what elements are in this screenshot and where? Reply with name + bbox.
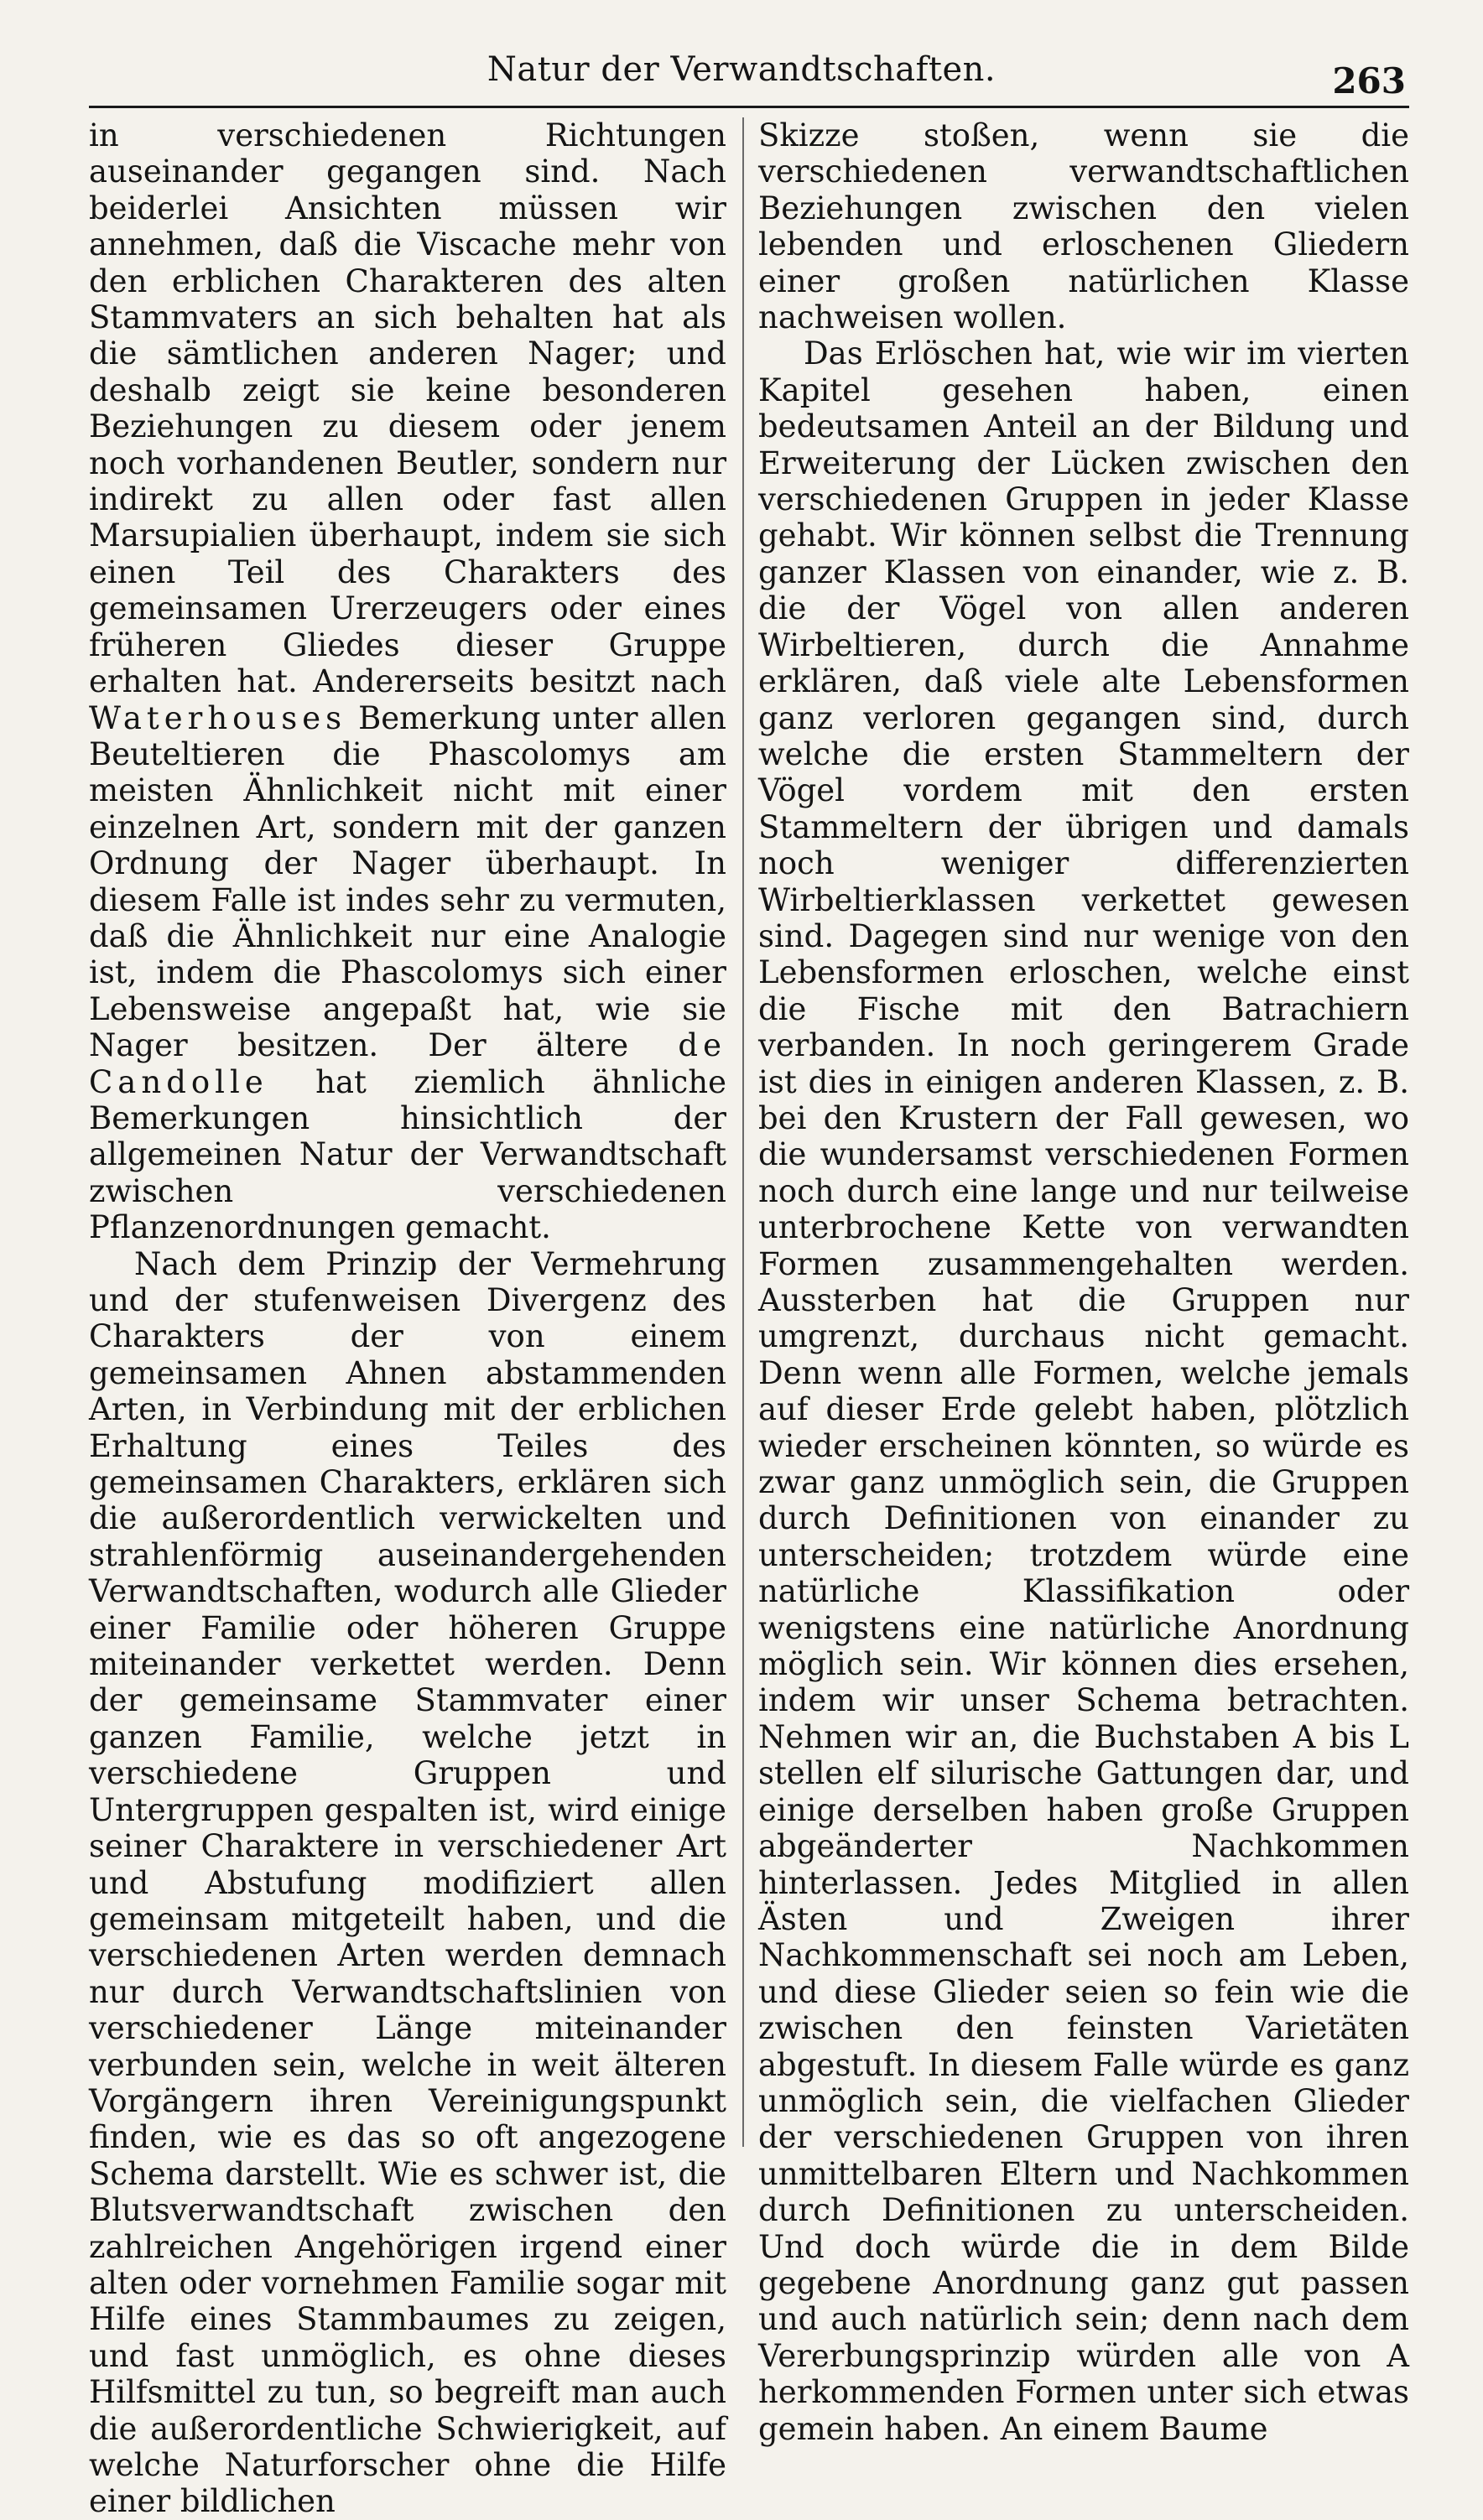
- text-segment: Bemerkung unter allen Beuteltieren die Phascolomys am meisten Ähnlichkeit nicht mit einer einzelnen Art, sondern mit der ganzen Ordnung der Nager überhaupt. In diesem Falle ist indes sehr zu vermuten, daß die Ähnlichkeit nur eine Analogie ist, indem die Phascolomys sich einer Lebensweise angepaßt hat, wie sie Nager besitzen. Der ältere: [89, 699, 726, 1064]
- text-segment: in verschiedenen Richtungen auseinander gegangen sind. Nach beiderlei Ansichten müssen wir annehmen, daß die Viscache mehr von den erblichen Charakteren des alten Stammvaters an sich behalten hat als die sämtlichen anderen Nager; und deshalb zeigt sie keine besonderen Beziehungen zu diesem oder jenem noch vorhandenen Beutler, sondern nur indirekt zu allen oder fast allen Marsupialien überhaupt, indem sie sich einen Teil des Charakters des gemeinsamen Urerzeugers oder eines früheren Gliedes dieser Gruppe erhalten hat. Andererseits besitzt nach: [89, 117, 726, 700]
- right-column: [758, 117, 1409, 2447]
- page-number: 263: [1332, 60, 1406, 101]
- paragraph-right-1: Skizze stoßen, wenn sie die verschiedenen verwandtschaftlichen Beziehungen zwischen den vielen lebenden und erloschenen Gliedern einer großen natürlichen Klasse nachweisen wollen.: [758, 117, 1409, 336]
- paragraph-left-1: [89, 117, 726, 1246]
- paragraph-right-2: Das Erlöschen hat, wie wir im vierten Kapitel gesehen haben, einen bedeutsamen Anteil an der Bildung und Erweiterung der Lücken zwischen den verschiedenen Gruppen in jeder Klasse gehabt. Wir können selbst die Trennung ganzer Klassen von einander, wie z. B. die der Vögel von allen anderen Wirbeltieren, durch die Annahme erklären, daß viele alte Lebensformen ganz verloren gegangen sind, durch welche die ersten Stammeltern der Vögel vordem mit den ersten Stammeltern der übrigen und damals noch weniger differenzierten Wirbeltierklassen verkettet gewesen sind. Dagegen sind nur wenige von den Lebensformen erloschen, welche einst die Fische mit den Batrachiern verbanden. In noch geringerem Grade ist dies in einigen anderen Klassen, z. B. bei den Krustern der Fall gewesen, wo die wundersamst verschiedenen Formen noch durch eine lange und nur teilweise unterbrochene Kette von verwandten Formen zusammengehalten werden. Aussterben hat die Gruppen nur umgrenzt, durchaus nicht gemacht. Denn wenn alle Formen, welche jemals auf dieser Erde gelebt haben, plötzlich wieder erscheinen könnten, so würde es zwar ganz unmöglich sein, die Gruppen durch Definitionen von einander zu unterscheiden; trotzdem würde eine natürliche Klassifikation oder wenigstens eine natürliche Anordnung möglich sein. Wir können dies ersehen, indem wir unser Schema betrachten. Nehmen wir an, die Buchstaben A bis L stellen elf silurische Gattungen dar, und einige derselben haben große Gruppen abgeänderter Nachkommen hinterlassen. Jedes Mitglied in allen Ästen und Zweigen ihrer Nachkommenschaft sei noch am Leben, und diese Glieder seien so fein wie die zwischen den feinsten Varietäten abgestuft. In diesem Falle würde es ganz unmöglich sein, die vielfachen Glieder der verschiedenen Gruppen von ihren unmittelbaren Eltern und Nachkommen durch Definitionen zu unterscheiden. Und doch würde die in dem Bilde gegebene Anordnung ganz gut passen und auch natürlich sein; denn nach dem Vererbungsprinzip würden alle von A herkommenden Formen unter sich etwas gemein haben. An einem Baume: [758, 335, 1409, 2447]
- column-divider: [742, 117, 744, 2147]
- header-rule: [89, 106, 1409, 108]
- author-name-waterhouse: Waterhouses: [89, 699, 347, 736]
- paragraph-left-2: Nach dem Prinzip der Vermehrung und der stufenweisen Divergenz des Charakters der von einem gemeinsamen Ahnen abstammenden Arten, in Verbindung mit der erblichen Erhaltung eines Teiles des gemeinsamen Charakters, erklären sich die außerordentlich verwickelten und strahlenförmig auseinandergehenden Verwandtschaften, wodurch alle Glieder einer Familie oder höheren Gruppe miteinander verkettet werden. Denn der gemeinsame Stammvater einer ganzen Familie, welche jetzt in verschiedene Gruppen und Untergruppen gespalten ist, wird einige seiner Charaktere in verschiedener Art und Abstufung modifiziert allen gemeinsam mitgeteilt haben, und die verschiedenen Arten werden demnach nur durch Verwandtschaftslinien von verschiedener Länge miteinander verbunden sein, welche in weit älteren Vorgängern ihren Vereinigungspunkt finden, wie es das so oft angezogene Schema darstellt. Wie es schwer ist, die Blutsverwandtschaft zwischen den zahlreichen Angehörigen irgend einer alten oder vornehmen Familie sogar mit Hilfe eines Stammbaumes zu zeigen, und fast unmöglich, es ohne dieses Hilfsmittel zu tun, so begreift man auch die außerordentliche Schwierigkeit, auf welche Naturforscher ohne die Hilfe einer bildlichen: [89, 1245, 726, 2520]
- running-title: Natur der Verwandtschaften.: [487, 50, 996, 89]
- author-name-de-candolle: de Candolle: [89, 1027, 726, 1100]
- left-column: [89, 117, 726, 2520]
- text-segment: hat ziemlich ähnliche Bemerkungen hinsichtlich der allgemeinen Natur der Verwandtschaft zwischen verschiedenen Pflanzenordnungen gemacht.: [89, 1063, 726, 1246]
